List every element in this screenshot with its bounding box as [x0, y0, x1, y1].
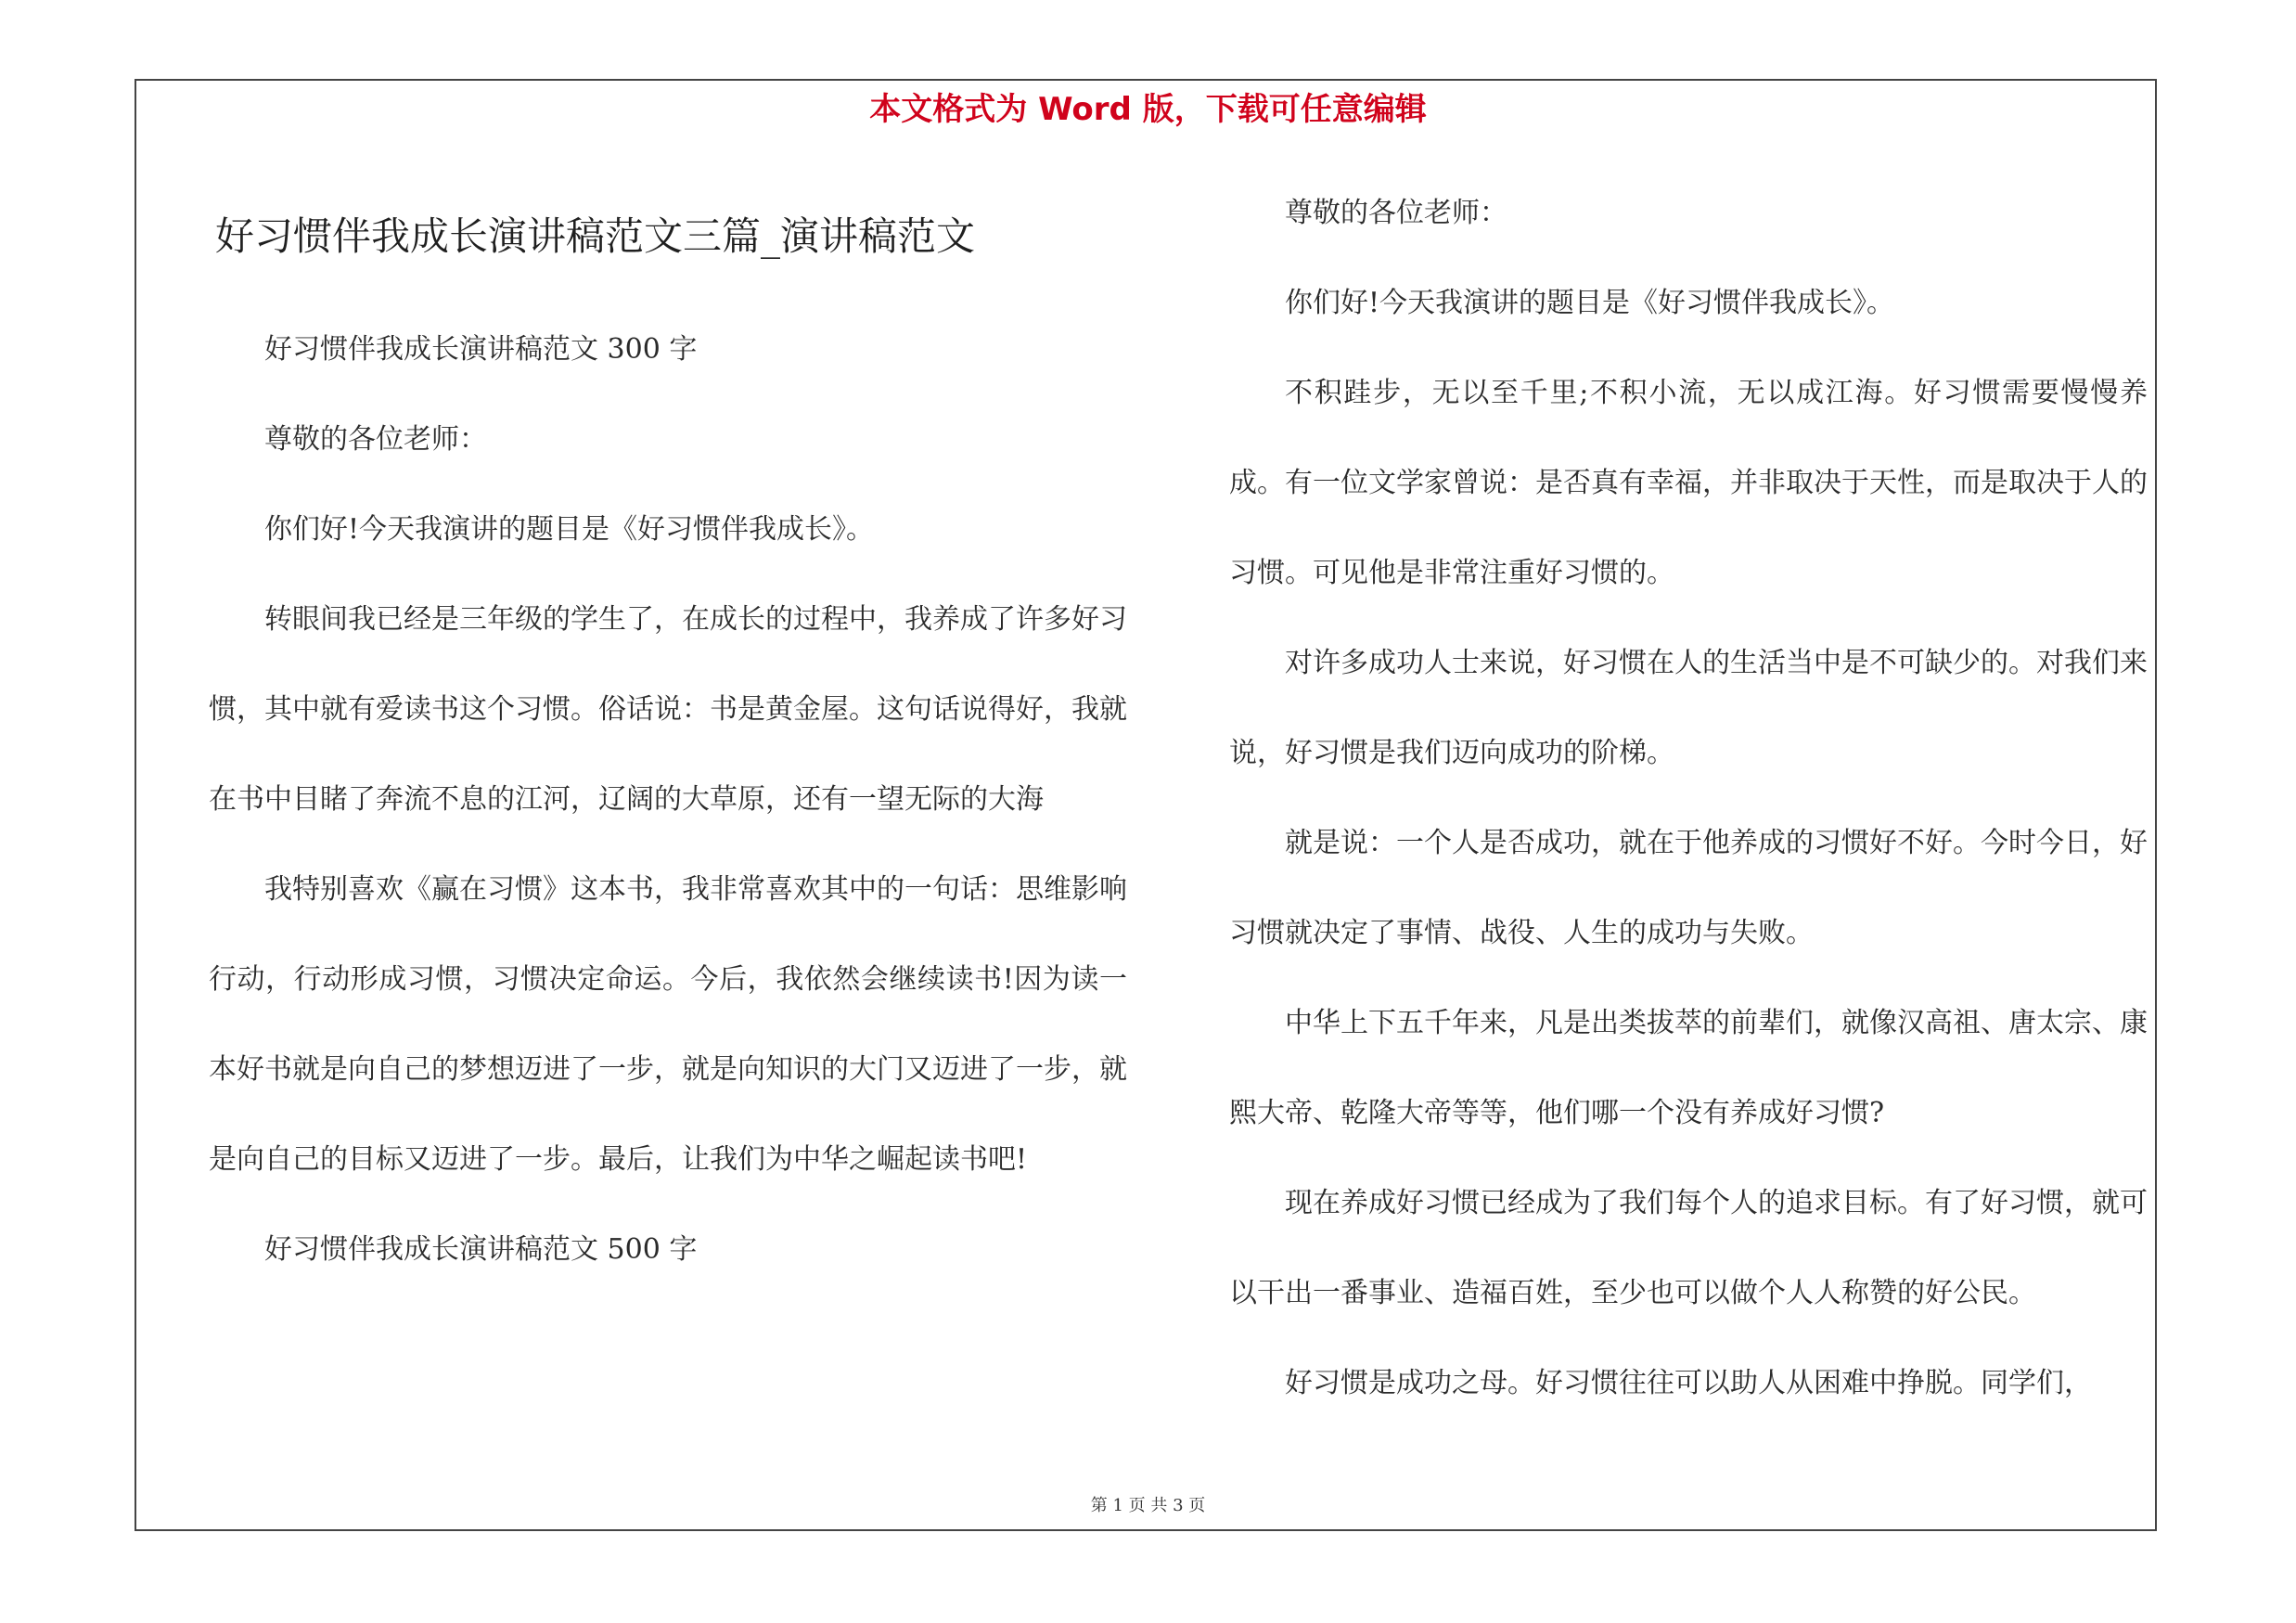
paragraph: 你们好!今天我演讲的题目是《好习惯伴我成长》。 [264, 513, 875, 546]
right-column [1229, 168, 2148, 1428]
paragraph: 尊敬的各位老师： [1285, 197, 1507, 229]
left-column [209, 304, 1127, 1295]
paragraph: 好习惯伴我成长演讲稿范文 300 字 [264, 333, 698, 366]
paragraph: 好习惯伴我成长演讲稿范文 500 字 [264, 1233, 698, 1266]
paragraph: 你们好!今天我演讲的题目是《好习惯伴我成长》。 [1285, 287, 1895, 319]
paragraph: 我特别喜欢《赢在习惯》这本书，我非常喜欢其中的一句话：思维影响行动，行动形成习惯，习惯决定命运。今后，我依然会继续读书!因为读一本好书就是向自己的梦想迈进了一步，就是向知识的大门又迈进了一步，就是向自己的目标又迈进了一步。最后，让我们为中华之崛起读书吧! [209, 873, 1127, 1176]
paragraph: 就是说：一个人是否成功，就在于他养成的习惯好不好。今时今日，好习惯就决定了事情、战役、人生的成功与失败。 [1229, 827, 2148, 949]
paragraph: 对许多成功人士来说，好习惯在人的生活当中是不可缺少的。对我们来说，好习惯是我们迈向成功的阶梯。 [1229, 647, 2148, 769]
paragraph: 转眼间我已经是三年级的学生了，在成长的过程中，我养成了许多好习惯，其中就有爱读书这个习惯。俗话说：书是黄金屋。这句话说得好，我就在书中目睹了奔流不息的江河，辽阔的大草原，还有一望无际的大海 [209, 603, 1127, 816]
document-title: 好习惯伴我成长演讲稿范文三篇_演讲稿范文 [215, 213, 976, 259]
paragraph: 不积跬步，无以至千里;不积小流，无以成江海。好习惯需要慢慢养成。有一位文学家曾说：是否真有幸福，并非取决于天性，而是取决于人的习惯。可见他是非常注重好习惯的。 [1229, 377, 2148, 589]
paragraph: 现在养成好习惯已经成为了我们每个人的追求目标。有了好习惯，就可以干出一番事业、造福百姓，至少也可以做个人人称赞的好公民。 [1229, 1187, 2148, 1309]
paragraph: 好习惯是成功之母。好习惯往往可以助人从困难中挣脱。同学们， [1285, 1367, 2092, 1399]
paragraph: 中华上下五千年来，凡是出类拔萃的前辈们，就像汉高祖、唐太宗、康熙大帝、乾隆大帝等等，他们哪一个没有养成好习惯? [1229, 1007, 2148, 1129]
paragraph: 尊敬的各位老师： [264, 423, 487, 456]
word-format-banner: 本文格式为 Word 版，下载可任意编辑 [869, 91, 1427, 128]
page-number: 第 1 页 共 3 页 [1090, 1496, 1206, 1515]
